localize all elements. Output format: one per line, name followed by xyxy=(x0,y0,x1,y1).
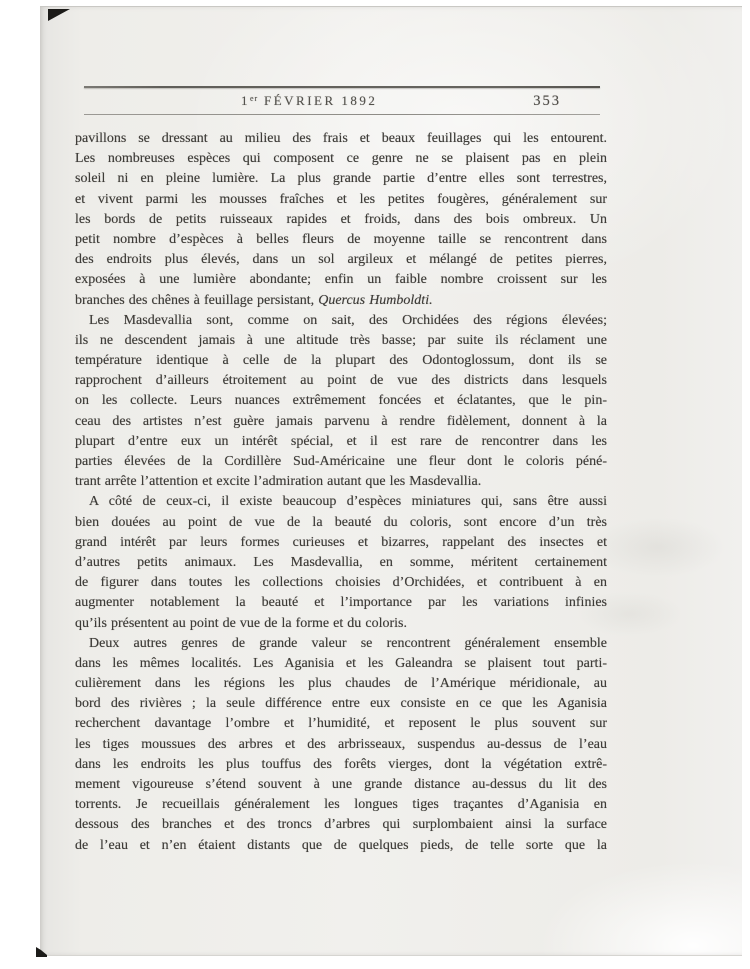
line-text: dessous des branches et des troncs d’arbres qui surplombaient ainsi la surface xyxy=(75,817,607,833)
running-head xyxy=(84,93,600,113)
line-text: les bords de petits ruisseaux rapides et froids, dans des bois ombreux. Un xyxy=(75,211,607,227)
line-text: culièrement dans les régions les plus chaudes de l’Amérique méridionale, au xyxy=(75,676,607,692)
line-text: rapprochent d’ailleurs étroitement au point de vue des districts dans lesquels xyxy=(75,373,607,389)
text-line xyxy=(75,210,607,230)
line-text: des endroits plus élevés, dans un sol argileux et mélangé de petites pierres, xyxy=(75,252,607,268)
paragraph xyxy=(75,634,607,856)
text-line xyxy=(75,230,607,250)
text-line xyxy=(75,492,607,512)
text-line xyxy=(75,351,607,371)
line-text: température identique à celle de la plupart des Odontoglossum, dont ils se xyxy=(75,353,607,369)
text-line xyxy=(75,694,607,714)
line-text: branches des chênes à feuillage persistant, xyxy=(75,292,319,308)
text-line xyxy=(75,533,607,553)
text-line xyxy=(75,311,607,331)
line-text: de figurer dans toutes les collections choisies d’Orchidées, et contribuent à en xyxy=(75,575,607,591)
line-text: Les nombreuses espèces qui composent ce genre ne se plaisent pas en plein xyxy=(75,151,607,167)
line-text: trant arrête l’attention et excite l’admiration autant que les Masdevallia. xyxy=(75,474,482,490)
paragraph xyxy=(75,129,607,311)
line-text: dans les mêmes localités. Les Aganisia et les Galeandra se plaisent tout parti- xyxy=(75,655,607,671)
line-text: grand intérêt par leurs formes curieuses et bizarres, rappelant des insectes et xyxy=(75,534,607,550)
text-line xyxy=(75,735,607,755)
text-line xyxy=(75,755,607,775)
text-line xyxy=(75,614,607,634)
header-rule-bottom xyxy=(84,114,600,115)
text-line xyxy=(75,573,607,593)
text-line xyxy=(75,391,607,411)
text-line xyxy=(75,169,607,189)
paragraph xyxy=(75,311,607,493)
text-line xyxy=(75,815,607,835)
text-line xyxy=(75,190,607,210)
header-rule-top xyxy=(84,86,600,88)
line-text: plupart d’entre eux un intérêt spécial, et il est rare de rencontrer dans les xyxy=(75,433,607,449)
line-text: qu’ils présentent au point de vue de la forme et du coloris. xyxy=(75,615,407,631)
text-line xyxy=(75,795,607,815)
text-line xyxy=(75,553,607,573)
text-line xyxy=(75,371,607,391)
line-text: de l’eau et n’en étaient distants que de quelques pieds, de telle sorte que la xyxy=(75,837,607,853)
line-text: recherchent davantage l’ombre et l’humidité, et reposent le plus souvent sur xyxy=(75,716,607,732)
italic-species-name: Quercus Humboldti. xyxy=(318,292,433,308)
text-line xyxy=(75,149,607,169)
page-number: 353 xyxy=(533,93,561,109)
line-text: on les collecte. Leurs nuances extrêmement foncées et éclatantes, que le pin- xyxy=(75,393,607,409)
line-text: pavillons se dressant au milieu des frais et beaux feuillages qui les entourent. xyxy=(75,131,607,146)
line-text: torrents. Je recueillais généralement les longues tiges traçantes d’Aganisia en xyxy=(75,797,607,813)
text-line xyxy=(75,654,607,674)
header-date-suffix: er xyxy=(250,94,259,103)
text-line xyxy=(75,836,607,856)
line-text: d’autres petits animaux. Les Masdevallia, en somme, méritent certainement xyxy=(75,554,607,570)
text-line xyxy=(75,775,607,795)
line-text: les tiges moussues des arbres et des arbrisseaux, suspendus au-dessus de l’eau xyxy=(75,736,607,752)
header-date xyxy=(241,93,377,109)
line-text: Les Masdevallia sont, comme on sait, des Orchidées des régions élevées; xyxy=(89,312,607,328)
text-line xyxy=(75,331,607,351)
text-line xyxy=(75,714,607,734)
text-line xyxy=(75,634,607,654)
text-line xyxy=(75,291,607,311)
text-line xyxy=(75,674,607,694)
text-line xyxy=(75,472,607,492)
scan-corner-mark-bottom-left xyxy=(36,947,47,957)
line-text: ils ne descendent jamais à une altitude très basse; par suite ils réclament une xyxy=(75,332,607,348)
line-text: petit nombre d’espèces à belles fleurs de moyenne taille se rencontrent dans xyxy=(75,231,607,247)
line-text: dans les endroits les plus touffus des forêts vierges, dont la végétation extrê- xyxy=(75,756,607,772)
header-date-day: 1 xyxy=(241,93,250,108)
body-text xyxy=(75,129,607,856)
line-text: mement vigoureuse s’étend souvent à une grande distance au-dessus du lit des xyxy=(75,777,607,792)
line-text: soleil ni en pleine lumière. La plus grande partie d’entre elles sont terrestres, xyxy=(75,171,607,187)
text-line xyxy=(75,452,607,472)
line-text: augmenter notablement la beauté et l’importance par les variations infinies xyxy=(75,595,607,611)
scan-corner-mark-top-left xyxy=(48,9,70,21)
text-line xyxy=(75,250,607,270)
text-line xyxy=(75,412,607,432)
text-line xyxy=(75,270,607,290)
text-line xyxy=(75,129,607,149)
line-text: bord des rivières ; la seule différence entre eux consiste en ce que les Aganisia xyxy=(75,696,607,712)
text-line xyxy=(75,432,607,452)
line-text: exposées à une lumière abondante; enfin un faible nombre croissent sur les xyxy=(75,272,607,288)
text-line xyxy=(75,513,607,533)
line-text: parties élevées de la Cordillère Sud-Américaine une fleur dont le coloris péné- xyxy=(75,454,607,469)
line-text: Deux autres genres de grande valeur se rencontrent généralement ensemble xyxy=(89,635,607,651)
paragraph xyxy=(75,492,607,633)
scanned-page xyxy=(40,6,742,956)
line-text: bien douées au point de vue de la beauté du coloris, sont encore d’un très xyxy=(75,514,607,530)
line-text: et vivent parmi les mousses fraîches et les petites fougères, généralement sur xyxy=(75,191,607,207)
line-text: ceau des artistes n’est guère jamais parvenu à rendre fidèlement, donnent à la xyxy=(75,413,607,429)
header-date-month-year: FÉVRIER 1892 xyxy=(263,93,378,108)
line-text: A côté de ceux-ci, il existe beaucoup d’espèces miniatures qui, sans être aussi xyxy=(89,494,607,510)
text-line xyxy=(75,593,607,613)
